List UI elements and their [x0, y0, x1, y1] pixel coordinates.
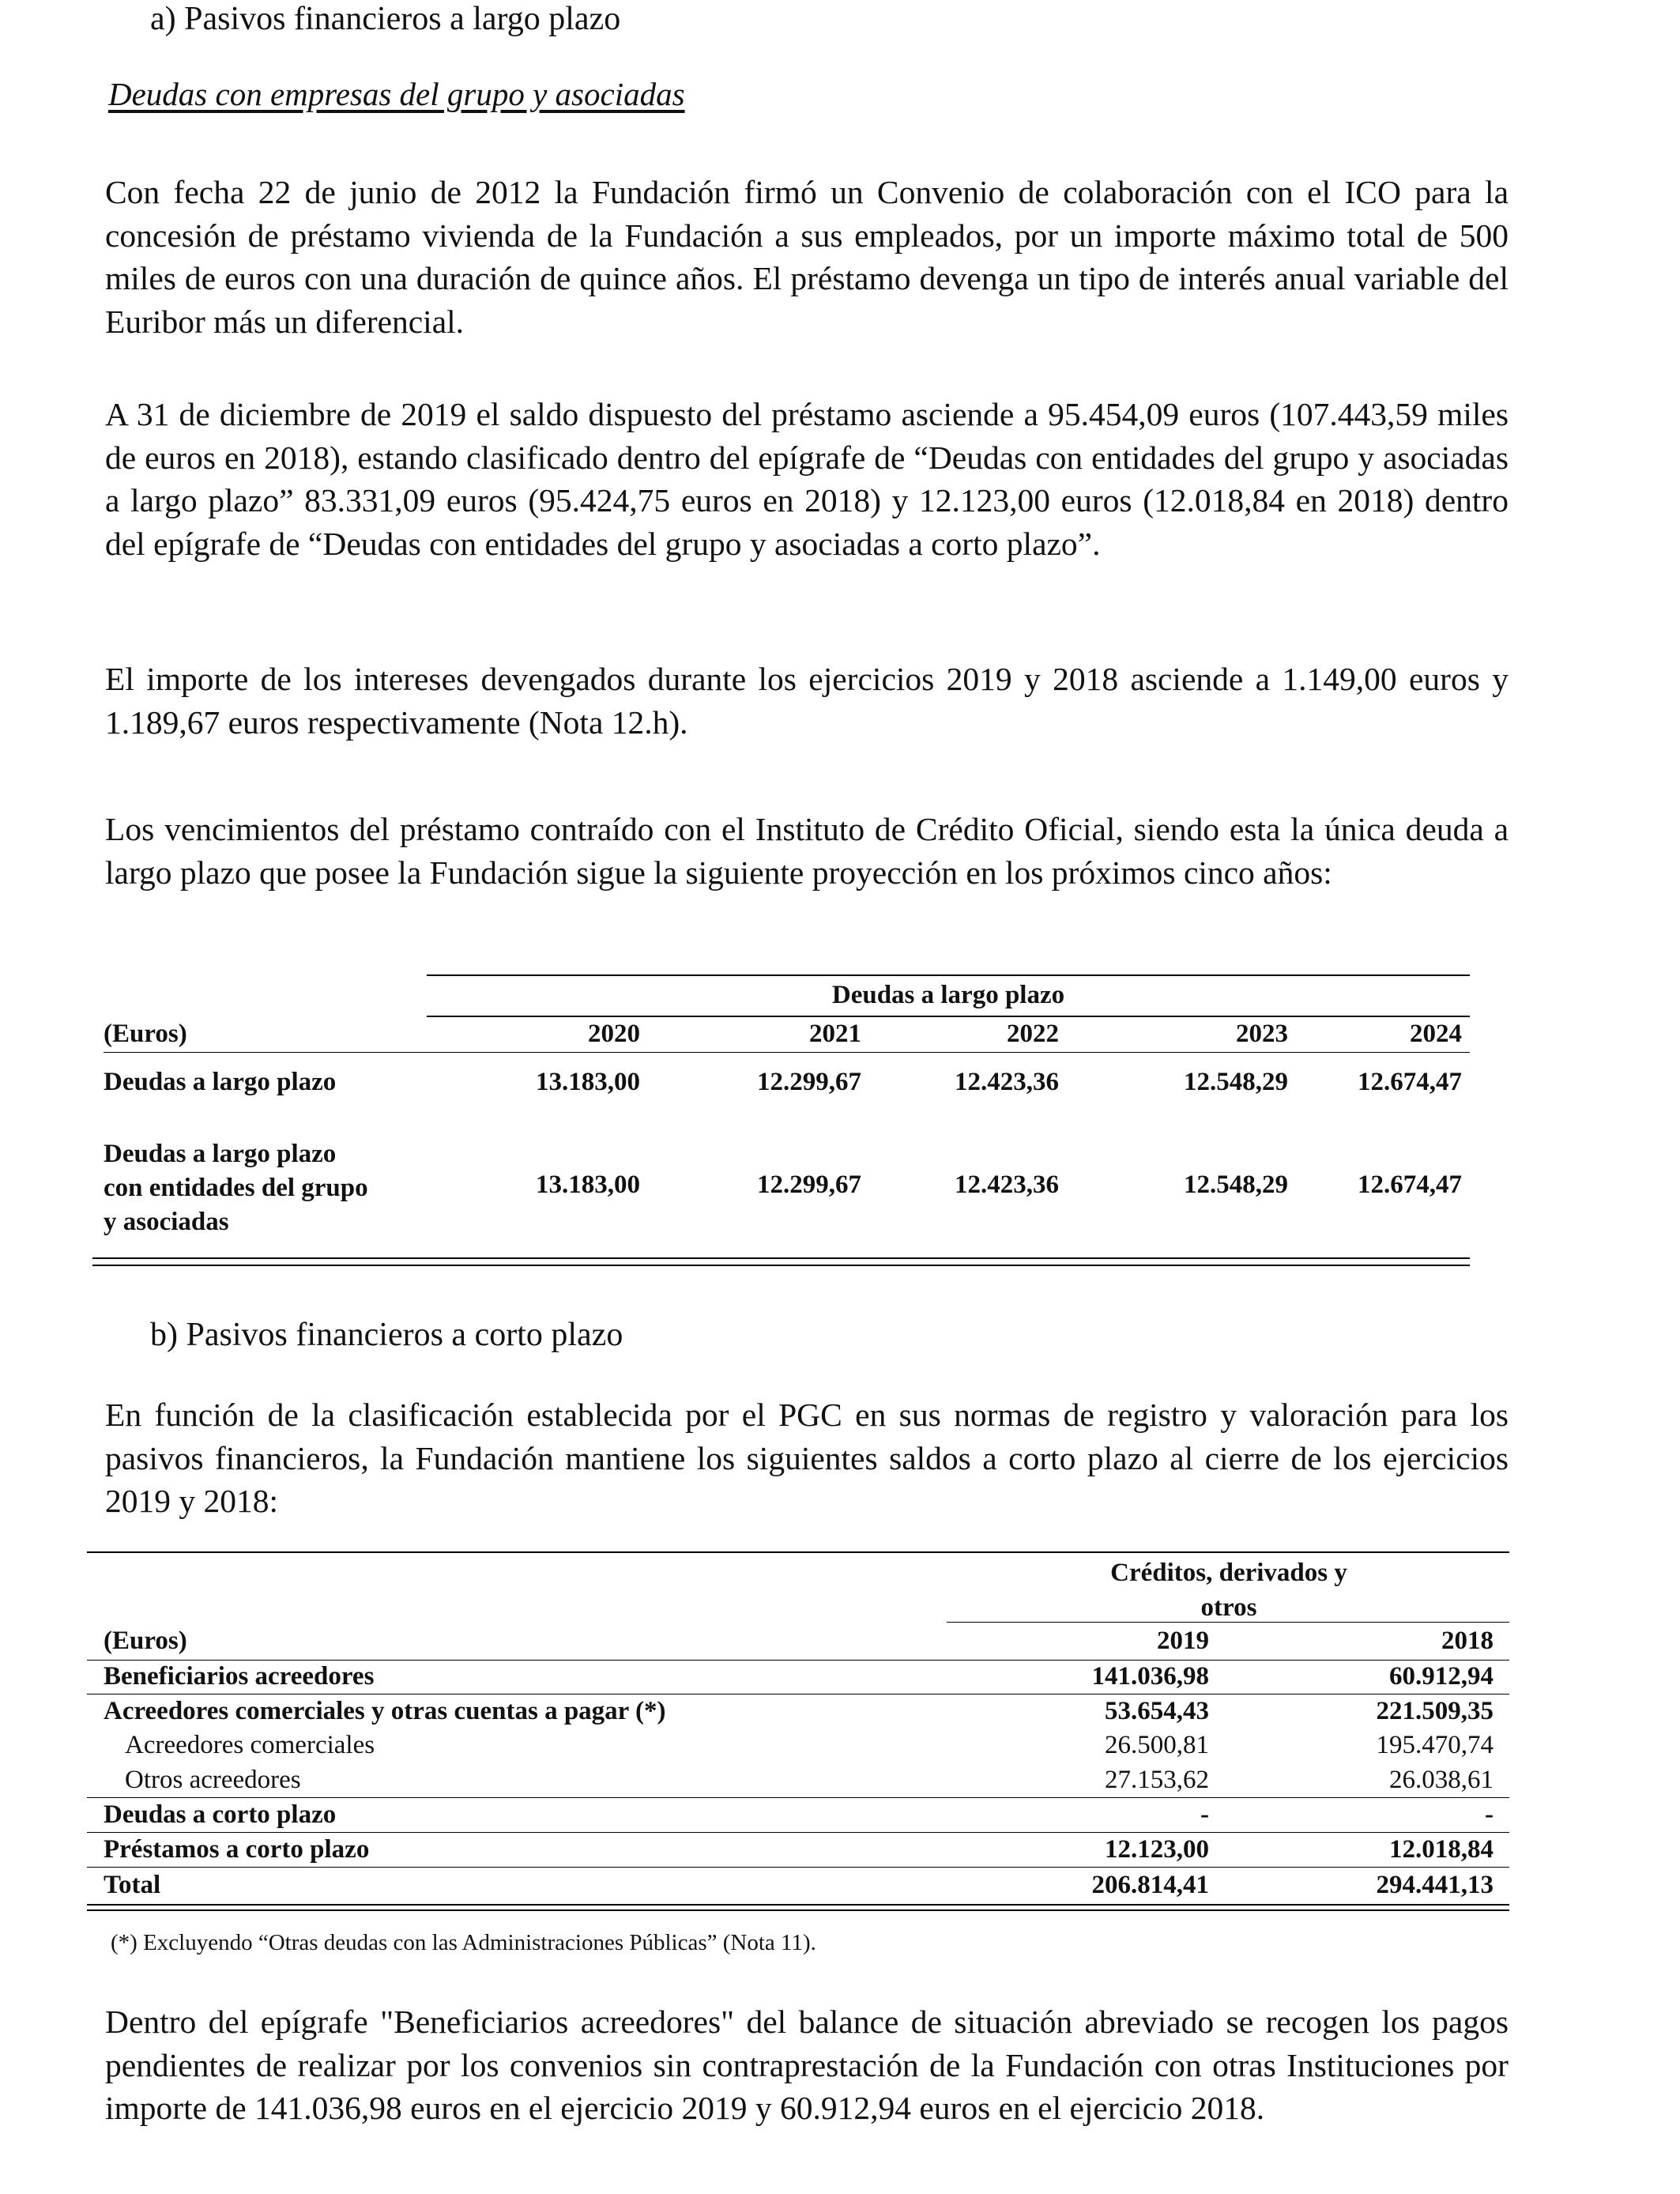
- table-top-rule: [427, 974, 1470, 976]
- table-cell: 12.299,67: [757, 1068, 861, 1096]
- table-cell: 13.183,00: [536, 1171, 640, 1199]
- paragraph-maturities: Los vencimientos del préstamo contraído con el Instituto de Crédito Oficial, siendo esta la única deuda a largo plazo que posee la Fundación sigue la siguiente proyección en los próximos cinco años:: [105, 811, 1509, 891]
- year-header: 2020: [588, 1020, 640, 1048]
- table-footnote: (*) Excluyendo “Otras deudas con las Administraciones Públicas” (Nota 11).: [111, 1930, 816, 1955]
- table-group-rule: [947, 1622, 1509, 1623]
- table-unit-label: (Euros): [104, 1627, 187, 1655]
- year-header: 2018: [1441, 1627, 1494, 1655]
- year-header: 2021: [809, 1020, 861, 1048]
- table-cell: 294.441,13: [1376, 1871, 1494, 1899]
- row-label: Total: [104, 1871, 161, 1899]
- row-rule: [87, 1832, 1509, 1833]
- table-group-header: Deudas a largo plazo: [831, 981, 1065, 1009]
- table-cell: 206.814,41: [1091, 1871, 1209, 1899]
- row-label-line: con entidades del grupo: [104, 1174, 368, 1202]
- section-a-subheading: Deudas con empresas del grupo y asociadas: [108, 76, 685, 112]
- table-cell: 12.423,36: [955, 1068, 1059, 1096]
- table-cell: 27.153,62: [1105, 1766, 1209, 1794]
- table-top-rule: [87, 1551, 1509, 1553]
- paragraph-short-term: En función de la clasificación establecida por el PGC en sus normas de registro y valoración para los pasivos financieros, la Fundación mantiene los siguientes saldos a corto plazo al cierre de los ejercicios 2019 y 2018:: [105, 1397, 1509, 1519]
- row-label: Préstamos a corto plazo: [104, 1835, 370, 1864]
- row-label: [104, 1137, 368, 1239]
- table-cell: 12.018,84: [1389, 1835, 1494, 1864]
- table-cell: 26.500,81: [1105, 1731, 1209, 1759]
- table-cell: 12.548,29: [1184, 1068, 1288, 1096]
- table-cell: 60.912,94: [1389, 1662, 1494, 1691]
- row-rule: [87, 1867, 1509, 1868]
- table-bottom-rule: [87, 1904, 1509, 1906]
- table-cell: 12.299,67: [757, 1171, 861, 1199]
- table-cell: 12.423,36: [955, 1171, 1059, 1199]
- paragraph-interest: El importe de los intereses devengados durante los ejercicios 2019 y 2018 asciende a 1.149,00 euros y 1.189,67 euros respectivamente (Nota 12.h).: [105, 661, 1509, 741]
- table-cell: 12.123,00: [1105, 1835, 1209, 1864]
- table-bottom-rule: [92, 1257, 1470, 1259]
- paragraph-ico-agreement: Con fecha 22 de junio de 2012 la Fundación firmó un Convenio de colaboración con el ICO para la concesión de préstamo vivienda de la Fundación a sus empleados, por un importe máximo total de 500 miles de euros con una duración de quince años. El préstamo devenga un tipo de interés anual variable del Euribor más un diferencial.: [105, 174, 1509, 340]
- table-cell: 12.674,47: [1358, 1171, 1462, 1199]
- table-cell: 12.674,47: [1358, 1068, 1462, 1096]
- section-b-heading: b) Pasivos financieros a corto plazo: [150, 1317, 623, 1353]
- year-header: 2019: [1157, 1627, 1209, 1655]
- row-label: Acreedores comerciales y otras cuentas a pagar (*): [104, 1697, 666, 1725]
- table-cell: 12.548,29: [1184, 1171, 1288, 1199]
- row-label: Deudas a largo plazo: [104, 1068, 337, 1096]
- group-header-line: otros: [1200, 1593, 1257, 1622]
- row-label-line: Deudas a largo plazo: [104, 1140, 337, 1168]
- table-bottom-rule: [87, 1909, 1509, 1911]
- year-header: 2022: [1007, 1020, 1059, 1048]
- row-label: Acreedores comerciales: [125, 1731, 375, 1759]
- table-bottom-rule: [92, 1265, 1470, 1266]
- paragraph-balance-2019: A 31 de diciembre de 2019 el saldo dispuesto del préstamo asciende a 95.454,09 euros (107.443,59 miles de euros en 2018), estando clasificado dentro del epígrafe de “Deudas con entidades del grupo y asociadas a largo plazo” 83.331,09 euros (95.424,75 euros en 2018) y 12.123,00 euros (12.018,84 en 2018) dentro del epígrafe de “Deudas con entidades del grupo y asociadas a corto plazo”.: [105, 396, 1509, 562]
- table-cell: -: [1485, 1800, 1494, 1829]
- year-header: 2023: [1236, 1020, 1288, 1048]
- row-label: Deudas a corto plazo: [104, 1800, 337, 1829]
- table-header-rule: [87, 1660, 1509, 1661]
- row-label-line: y asociadas: [104, 1208, 229, 1236]
- table-group-header: [948, 1555, 1509, 1625]
- section-a-heading: a) Pasivos financieros a largo plazo: [150, 1, 621, 37]
- table-cell: 26.038,61: [1389, 1766, 1494, 1794]
- group-header-line: Créditos, derivados y: [1110, 1559, 1347, 1587]
- table-cell: 195.470,74: [1376, 1731, 1494, 1759]
- table-group-rule: [427, 1016, 1470, 1017]
- paragraph-beneficiaries: Dentro del epígrafe "Beneficiarios acreedores" del balance de situación abreviado se recogen los pagos pendientes de realizar por los convenios sin contraprestación de la Fundación con otras Instituciones por importe de 141.036,98 euros en el ejercicio 2019 y 60.912,94 euros en el ejercicio 2018.: [105, 2004, 1509, 2126]
- table-cell: 221.509,35: [1376, 1697, 1494, 1725]
- row-label: Otros acreedores: [125, 1766, 301, 1794]
- row-rule: [87, 1797, 1509, 1798]
- table-cell: 53.654,43: [1105, 1697, 1209, 1725]
- table-cell: 13.183,00: [536, 1068, 640, 1096]
- table-header-rule: [104, 1052, 1470, 1053]
- table-cell: 141.036,98: [1091, 1662, 1209, 1691]
- row-rule: [87, 1694, 1509, 1695]
- table-cell: -: [1200, 1800, 1209, 1829]
- table-unit-label: (Euros): [104, 1020, 187, 1048]
- year-header: 2024: [1410, 1020, 1462, 1048]
- row-label: Beneficiarios acreedores: [104, 1662, 375, 1691]
